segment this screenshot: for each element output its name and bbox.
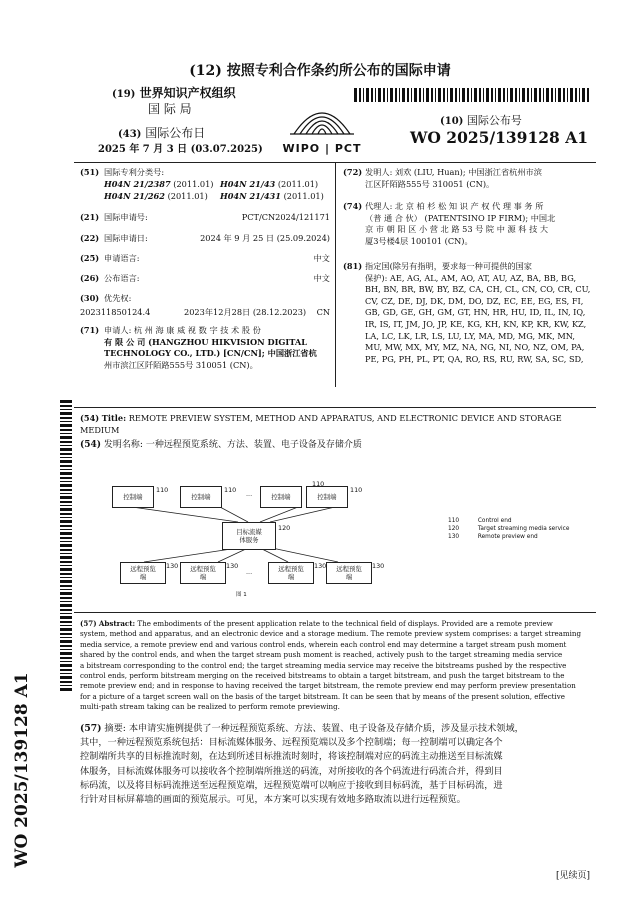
abstract-code: (57) <box>80 619 97 628</box>
barcode-bar <box>60 549 72 551</box>
barcode-bar <box>419 88 421 102</box>
f72-inventor <box>365 167 542 190</box>
ref-120: 120 <box>278 524 291 532</box>
org-line1: 世界知识产权组织 <box>139 86 236 100</box>
barcode-bar <box>60 585 72 587</box>
abstract-cn-line: 行针对目标屏幕墙的画面的预览展示。可见，本方案可以实现有效地多路取流以进行远程预览。 <box>80 794 466 806</box>
barcode-bar <box>471 88 472 102</box>
f74-line: 京 市 朝 阳 区 小 营 北 路 53 号 院 中 源 科 技 大 <box>365 224 549 235</box>
remote-preview-box <box>120 562 166 584</box>
f81-line: 保护): AE, AG, AL, AM, AO, AT, AU, AZ, BA, BB, BG, <box>365 272 577 283</box>
barcode-bar <box>60 469 72 470</box>
f30-country: CN <box>316 307 330 317</box>
f72-line: 江区阡陌路555号 310051 (CN)。 <box>365 178 495 189</box>
title-section <box>80 413 600 452</box>
barcode-bar <box>60 525 72 527</box>
remote-preview-label-line2: 端 <box>287 573 295 581</box>
barcode-bar <box>60 628 72 631</box>
ipc-entry <box>220 179 318 191</box>
barcode-bar <box>60 688 72 691</box>
barcode-bar <box>587 88 589 102</box>
title-code: (54) <box>80 413 100 423</box>
remote-preview-label-line1: 远程预览 <box>336 565 362 573</box>
barcode-bar <box>570 88 573 102</box>
barcode-bar <box>423 88 424 102</box>
f81-line: LA, LC, LK, LR, LS, LU, LY, MA, MD, MG, MK, MN, <box>365 330 576 341</box>
remote-preview-label-line2: 端 <box>139 573 147 581</box>
remote-preview-label <box>130 565 156 581</box>
ref-110: 110 <box>224 486 237 494</box>
barcode-bar <box>60 501 72 503</box>
barcode-bar <box>60 609 72 611</box>
barcode-bar <box>60 661 72 662</box>
remote-preview-box <box>326 562 372 584</box>
f71-line: 有 限 公 司 (HANGZHOU HIKVISION DIGITAL <box>104 336 308 347</box>
ref-110: 110 <box>312 480 325 488</box>
barcode-bar <box>60 505 72 506</box>
barcode-bar <box>443 88 445 102</box>
figure-1 <box>100 480 460 600</box>
abstract-line: for a picture of a target screen wall on the basis of the target bitstream. It can be seen that by means of the present solution, effective <box>80 691 566 701</box>
remote-preview-label <box>190 565 216 581</box>
barcode-bar <box>354 88 357 102</box>
legend-text: Remote preview end <box>477 534 538 540</box>
barcode-bar <box>467 88 469 102</box>
title-cn-text: 一种远程预览系统、方法、装置、电子设备及存储介质 <box>145 440 362 451</box>
remote-preview-label-line2: 端 <box>345 573 353 581</box>
f25-code: (25) <box>80 253 100 263</box>
title-cn-label: 发明名称: <box>103 440 143 451</box>
barcode-bar <box>399 88 400 102</box>
figure-caption: 图 1 <box>236 592 247 598</box>
f81-line: MU, MW, MX, MY, MZ, NA, NG, NI, NO, NZ, OM, PA, <box>365 342 585 353</box>
f26-value: 中文 <box>313 273 330 283</box>
control-end-label: 控制端 <box>123 493 143 501</box>
barcode-bar <box>575 88 577 102</box>
f81-line: 指定国(除另有指明，要求每一种可提供的国家 <box>365 261 532 271</box>
barcode-bar <box>60 565 72 566</box>
control-end-label: 控制端 <box>317 493 337 501</box>
f71-applicant <box>104 325 332 371</box>
f30-date: 2023年12月28日 (28.12.2023) <box>184 307 307 317</box>
f22-label: 国际申请日: <box>104 233 148 243</box>
pubdate-value: 2025 年 7 月 3 日 (03.07.2025) <box>98 144 263 155</box>
f25-label: 申请语言: <box>104 253 140 263</box>
abstract-cn-line: 其中，一种远程预览系统包括：目标流媒体服务、远程预览端以及多个控制端；每一控制端可以确定各个 <box>80 737 503 749</box>
barcode-bar <box>60 640 72 643</box>
barcode-bar <box>60 561 72 563</box>
barcode-bar <box>438 88 441 102</box>
barcode-bar <box>582 88 585 102</box>
title-cn-code: (54) <box>80 440 102 451</box>
barcode-bar <box>414 88 417 102</box>
barcode-bar <box>60 405 72 407</box>
legend-text: Control end <box>477 518 512 524</box>
remote-preview-label-line1: 远程预览 <box>190 565 216 573</box>
f74-line: 厦3号楼4层 100101 (CN)。 <box>365 235 473 246</box>
f22-code: (22) <box>80 233 100 243</box>
dots: ... <box>246 490 253 498</box>
f71-code: (71) <box>80 325 100 335</box>
barcode-bar <box>60 520 72 523</box>
barcode-bar <box>459 88 460 102</box>
barcode-bar <box>60 652 72 655</box>
barcode-bar <box>60 400 72 403</box>
ref-130: 130 <box>372 562 385 570</box>
barcode-bar <box>503 88 505 102</box>
barcode-bar <box>60 513 72 515</box>
ipc-entry <box>220 191 324 203</box>
f71-line: TECHNOLOGY CO., LTD.) [CN/CN]; 中国浙江省杭 <box>104 348 317 359</box>
barcode-bar <box>60 441 72 443</box>
barcode-bar <box>375 88 376 102</box>
pubdate-heading <box>118 124 205 141</box>
ref-110: 110 <box>156 486 169 494</box>
document-kind-heading <box>0 60 640 80</box>
title-en <box>80 413 600 425</box>
barcode-bar <box>507 88 508 102</box>
streaming-service-box <box>222 522 276 550</box>
ref-130: 130 <box>226 562 239 570</box>
barcode-bar <box>483 88 484 102</box>
f26-label: 公布语言: <box>104 273 140 283</box>
barcode-bar <box>60 669 72 671</box>
column-divider <box>335 163 336 387</box>
barcode-bar <box>491 88 493 102</box>
barcode-bar <box>60 589 72 590</box>
streaming-service-label-line2: 体服务 <box>239 536 259 544</box>
barcode-bar <box>563 88 565 102</box>
barcode-bar <box>60 421 72 422</box>
pubno-heading <box>440 112 522 128</box>
f71-line: 申请人: 杭 州 海 康 威 视 数 字 技 术 股 份 <box>104 325 261 335</box>
barcode-bar <box>431 88 433 102</box>
barcode-bar <box>60 460 72 463</box>
abstract-cn-line <box>80 722 600 736</box>
barcode-bar <box>60 553 72 554</box>
barcode-bar <box>539 88 541 102</box>
side-pubno: WO 2025/139128 A1 <box>12 672 32 868</box>
barcode-bar <box>555 88 556 102</box>
barcode-bar <box>515 88 517 102</box>
f21-label: 国际申请号: <box>104 212 148 222</box>
title-cn <box>80 440 600 452</box>
ipc-date: (2011.01) <box>173 179 214 189</box>
barcode-bar <box>60 616 72 619</box>
legend-row <box>448 518 569 526</box>
abstract-cn-text: 本申请实施例提供了一种远程预览系统、方法、装置、电子设备及存储介质，涉及显示技术领域， <box>128 723 524 734</box>
streaming-service-label-line1: 目标流媒 <box>236 528 262 536</box>
org-line2: 国 际 局 <box>148 102 192 116</box>
barcode-bar <box>543 88 544 102</box>
control-end-box <box>260 486 302 508</box>
pubno-label: 国际公布号 <box>466 114 522 127</box>
barcode-bar <box>60 472 72 475</box>
control-end-label: 控制端 <box>191 493 211 501</box>
barcode-bar <box>60 645 72 647</box>
barcode-bar <box>519 88 520 102</box>
f26-code: (26) <box>80 273 100 283</box>
barcode-bar <box>474 88 477 102</box>
barcode-bar <box>60 621 72 623</box>
barcode-bar <box>60 537 72 539</box>
abstract-cn-line: 体服务，目标流媒体服务可以接收各个控制端所推送的码流，对所接收的各个码流进行码流合并，得到目 <box>80 765 503 777</box>
barcode-bar <box>60 580 72 583</box>
barcode-bar <box>60 448 72 451</box>
abstract-text: The embodiments of the present application relate to the technical field of displays. Provided are a remote preview <box>137 619 553 628</box>
barcode-bar <box>390 88 393 102</box>
barcode-bar <box>447 88 448 102</box>
ipc-code: H04N 21/43 <box>220 179 276 189</box>
remote-preview-label <box>278 565 304 581</box>
barcode-bar <box>527 88 529 102</box>
f21-code: (21) <box>80 212 100 222</box>
barcode-bar <box>60 544 72 547</box>
barcode-bar <box>60 508 72 511</box>
side-barcode <box>60 400 72 692</box>
f22-value: 2024 年 9 月 25 日 (25.09.2024) <box>200 233 330 243</box>
barcode-bar <box>407 88 409 102</box>
title-text-line2: MEDIUM <box>80 424 120 435</box>
f51-label: 国际专利分类号: <box>104 167 165 177</box>
barcode-bar <box>60 556 72 559</box>
ipc-code: H04N 21/431 <box>220 191 281 201</box>
barcode-bar <box>60 433 72 434</box>
legend-number: 130 <box>448 534 460 540</box>
ipc-date: (2011.01) <box>283 191 324 201</box>
continued-note: [见续页] <box>556 871 591 881</box>
barcode-bar <box>498 88 501 102</box>
pubdate-label: 国际公布日 <box>145 126 206 140</box>
f25-value: 中文 <box>313 253 330 263</box>
f71-line: 州市滨江区阡陌路555号 310051 (CN)。 <box>104 359 258 370</box>
remote-preview-label-line2: 端 <box>199 573 207 581</box>
abstract-cn-code: (57) <box>80 723 102 734</box>
barcode-bar <box>60 445 72 446</box>
barcode-bar <box>486 88 489 102</box>
abstract-line: a bitstream corresponding to the control end; the target streaming media service may receive the bitstreams pushed by the respective <box>80 660 567 670</box>
ipc-entry <box>104 191 208 203</box>
barcode-bar <box>60 592 72 595</box>
f72-code: (72) <box>343 167 363 177</box>
f81-line: BH, BN, BR, BW, BY, BZ, CA, CH, CL, CN, CO, CR, CU, <box>365 284 591 295</box>
legend-row <box>448 526 569 534</box>
abstract-line <box>80 619 600 629</box>
barcode-bar <box>395 88 397 102</box>
ipc-code: H04N 21/2387 <box>104 179 171 189</box>
f21-value: PCT/CN2024/121171 <box>241 212 330 222</box>
abstract-line: media service, a remote preview end and various control ends, wherein each control end may determine a target stream push moment <box>80 639 567 649</box>
f81-line: PE, PG, PH, PL, PT, QA, RO, RS, RU, RW, SA, SC, SD, <box>365 353 584 364</box>
barcode-bar <box>558 88 561 102</box>
f81-designated-states <box>365 261 590 365</box>
dots: ... <box>246 568 253 576</box>
barcode-bar <box>534 88 537 102</box>
barcode-bar <box>479 88 481 102</box>
abstract-line: multi-path stream taking can be realized to perform remote previewing. <box>80 702 340 712</box>
title-label: Title: <box>101 413 127 423</box>
barcode-bar <box>60 568 72 571</box>
barcode-bar <box>371 88 373 102</box>
barcode-bar <box>60 577 72 578</box>
barcode-bar <box>435 88 436 102</box>
org-code: (19) <box>112 89 136 100</box>
pubno-code: (10) <box>440 116 464 127</box>
barcode-bar <box>60 613 72 614</box>
barcode-bar <box>60 541 72 542</box>
abstract-cn-line: 标码流，以及将目标码流推送至远程预览端，远程预览端可以响应于接收到目标码流，基于目标码流，进 <box>80 779 503 791</box>
f74-line: 代理人: 北 京 柏 杉 松 知 识 产 权 代 理 事 务 所 <box>365 201 544 211</box>
f72-line: 发明人: 刘欢 (LIU, Huan); 中国浙江省杭州市滨 <box>365 167 542 177</box>
barcode-bar <box>60 649 72 650</box>
barcode-bar <box>60 429 72 431</box>
ref-130: 130 <box>314 562 327 570</box>
barcode-bar <box>60 465 72 467</box>
f81-line: GB, GD, GE, GH, GM, GT, HN, HR, HU, ID, IL, IN, IQ, <box>365 307 586 318</box>
barcode-bar <box>60 637 72 638</box>
title-divider <box>74 407 596 408</box>
pubdate-code: (43) <box>118 129 142 140</box>
remote-preview-box <box>268 562 314 584</box>
f30-code: (30) <box>80 293 100 303</box>
barcode-bar <box>495 88 496 102</box>
barcode-bar <box>60 484 72 487</box>
barcode-bar <box>60 529 72 530</box>
figure-legend <box>448 518 569 542</box>
barcode-bar <box>522 88 525 102</box>
barcode-bar <box>60 481 72 482</box>
title-text-line1: REMOTE PREVIEW SYSTEM, METHOD AND APPARATUS, AND ELECTRONIC DEVICE AND STORAGE <box>128 413 562 423</box>
streaming-service-label <box>236 528 262 544</box>
barcode-bar <box>579 88 580 102</box>
control-end-box <box>306 486 348 508</box>
barcode-bar <box>426 88 429 102</box>
barcode-bar <box>60 673 72 674</box>
wipo-emblem-icon <box>274 98 370 138</box>
f81-code: (81) <box>343 261 363 271</box>
abstract-cn-label: 摘要: <box>104 723 126 734</box>
remote-preview-label-line1: 远程预览 <box>278 565 304 573</box>
barcode-bar <box>60 604 72 607</box>
barcode-bar <box>567 88 568 102</box>
wipo-logo <box>274 98 370 156</box>
legend-row <box>448 534 569 542</box>
barcode-bar <box>531 88 532 102</box>
barcode-bar <box>60 657 72 659</box>
barcode-bar <box>411 88 412 102</box>
ipc-date: (2011.01) <box>167 191 208 201</box>
barcode-bar <box>546 88 549 102</box>
barcode-bar <box>60 457 72 458</box>
abstract-cn-line: 控制端所共享的目标推流时刻，在达到所述目标推流时刻时，将该控制端对应的码流主动推送至目标流媒 <box>80 751 503 763</box>
f30-label: 优先权: <box>104 293 132 303</box>
barcode-bar <box>60 676 72 679</box>
ipc-entry <box>104 179 214 191</box>
barcode-bar <box>60 625 72 626</box>
barcode-bar <box>60 436 72 439</box>
abstract-line: remote preview end; and in response to having received the target bitstream, the remote preview end may perform preview presentation <box>80 681 576 691</box>
barcode-bar <box>60 496 72 499</box>
barcode-bar <box>60 412 72 415</box>
pubno-value: WO 2025/139128 A1 <box>410 128 589 147</box>
wipo-logo-text: WIPO | PCT <box>282 142 362 155</box>
remote-preview-label <box>336 565 362 581</box>
remote-preview-label-line1: 远程预览 <box>130 565 156 573</box>
barcode-bar <box>60 409 72 410</box>
barcode-bar <box>455 88 457 102</box>
f74-agent <box>365 201 555 247</box>
barcode-bar <box>363 88 364 102</box>
abstract-chinese <box>80 722 600 807</box>
barcode-bar <box>60 517 72 518</box>
top-barcode <box>354 88 590 102</box>
abstract-line: shared by the control ends, and when the target stream push moment is reached, actively push to the target streaming media service <box>80 650 563 660</box>
f30-number: 202311850124.4 <box>80 307 151 317</box>
control-end-box <box>112 486 154 508</box>
f81-line: IR, IS, IT, JM, JO, JP, KE, KG, KH, KN, KP, KR, KW, KZ, <box>365 318 587 329</box>
abstract-line: system, method and apparatus, and an electronic device and a storage medium. The remote preview system comprises: a target streaming <box>80 629 582 639</box>
abstract-label: Abstract: <box>98 619 136 628</box>
barcode-bar <box>387 88 388 102</box>
f74-code: (74) <box>343 201 363 211</box>
barcode-bar <box>60 477 72 479</box>
legend-text: Target streaming media service <box>477 526 570 532</box>
f51-code: (51) <box>80 167 100 177</box>
abstract-english <box>80 619 600 713</box>
barcode-bar <box>510 88 513 102</box>
remote-preview-box <box>180 562 226 584</box>
abstract-line: control ends, perform bitstream merging on the received bitstreams to obtain a target bitstream, and push the target bitstream to the <box>80 671 565 681</box>
barcode-bar <box>60 532 72 535</box>
barcode-bar <box>60 681 72 683</box>
abstract-divider <box>74 612 596 613</box>
ipc-date: (2011.01) <box>277 179 319 189</box>
legend-number: 110 <box>448 518 460 524</box>
barcode-bar <box>60 664 72 667</box>
barcode-bar <box>60 601 72 602</box>
f81-line: CV, CZ, DE, DJ, DK, DM, DO, DZ, EC, EE, EG, ES, FI, <box>365 295 584 306</box>
barcode-bar <box>359 88 361 102</box>
barcode-bar <box>60 489 72 491</box>
f74-line: （普 通 合 伙） (PATENTSINO IP FIRM); 中国北 <box>365 212 556 223</box>
barcode-bar <box>60 493 72 494</box>
kind-text: 按照专利合作条约所公布的国际申请 <box>226 63 451 79</box>
barcode-bar <box>60 453 72 455</box>
barcode-bar <box>402 88 405 102</box>
control-end-box <box>180 486 222 508</box>
barcode-bar <box>378 88 381 102</box>
barcode-bar <box>60 573 72 575</box>
barcode-bar <box>450 88 453 102</box>
barcode-bar <box>551 88 553 102</box>
barcode-bar <box>60 597 72 599</box>
barcode-bar <box>60 424 72 427</box>
kind-code: (12) <box>189 63 222 79</box>
legend-number: 120 <box>448 526 460 532</box>
barcode-bar <box>462 88 465 102</box>
barcode-bar <box>366 88 369 102</box>
barcode-bar <box>60 417 72 419</box>
barcode-bar <box>383 88 385 102</box>
control-end-label: 控制端 <box>271 493 291 501</box>
ipc-code: H04N 21/262 <box>104 191 165 201</box>
barcode-bar <box>60 685 72 686</box>
ref-130: 130 <box>166 562 179 570</box>
barcode-bar <box>60 633 72 635</box>
ref-110: 110 <box>350 486 363 494</box>
org-name <box>112 84 236 101</box>
